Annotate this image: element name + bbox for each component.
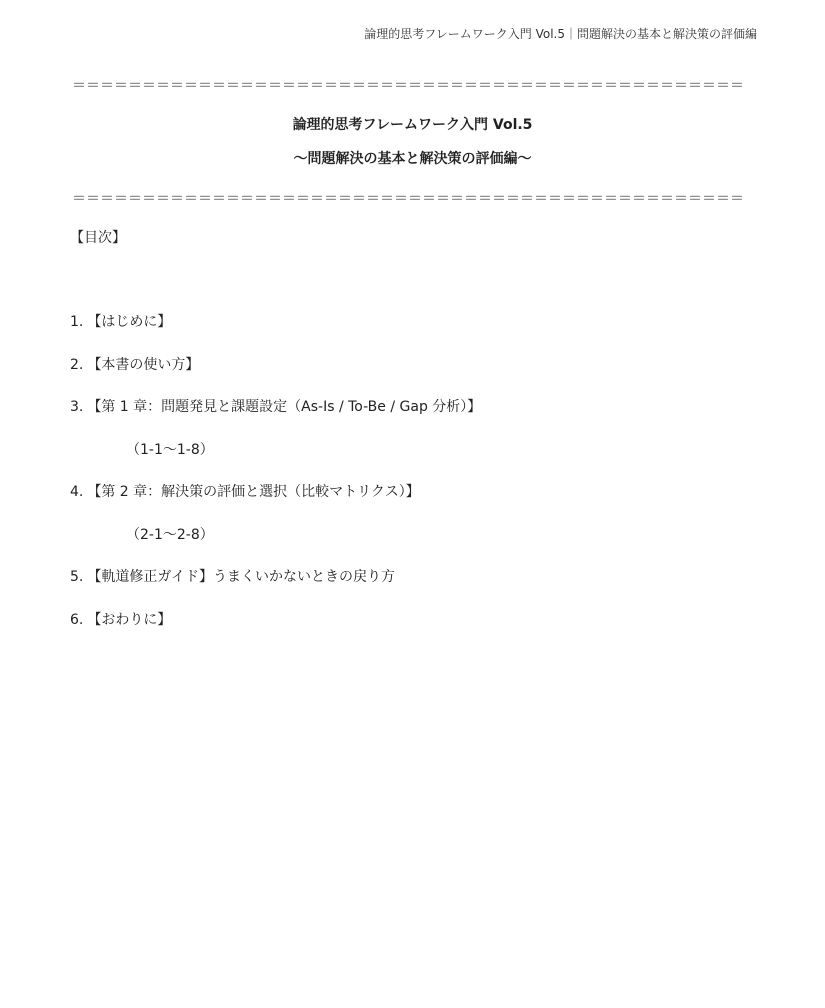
toc-subrange (70, 525, 481, 568)
toc-item (70, 397, 481, 440)
toc-item-label: 【第 2 章：解決策の評価と選択（比較マトリクス）】 (87, 484, 420, 500)
toc-subrange-label: （1-1〜1-8） (126, 441, 214, 458)
toc-item (70, 355, 481, 398)
toc-item-number: 2. (70, 356, 84, 373)
toc-item-label: 【はじめに】 (87, 314, 172, 330)
running-header: 論理的思考フレームワーク入門 Vol.5｜問題解決の基本と解決策の評価編 (364, 27, 757, 41)
toc-item-number: 3. (70, 399, 84, 415)
toc-list (70, 312, 481, 652)
toc-item-label: 【本書の使い方】 (87, 356, 200, 373)
toc-heading: 【目次】 (70, 230, 126, 246)
toc-item-number: 1. (70, 314, 84, 330)
toc-item-number: 5. (70, 569, 84, 585)
toc-item-number: 6. (70, 611, 84, 628)
document-title: 論理的思考フレームワーク入門 Vol.5 (292, 117, 533, 133)
top-divider: ＝＝＝＝＝＝＝＝＝＝＝＝＝＝＝＝＝＝＝＝＝＝＝＝＝＝＝＝＝＝＝＝＝＝＝＝＝＝＝＝＝＝＝＝＝＝＝＝ (72, 78, 744, 94)
toc-item-label: 【おわりに】 (87, 611, 172, 628)
toc-item (70, 482, 481, 525)
toc-subrange (70, 440, 481, 483)
toc-item-label: 【軌道修正ガイド】うまくいかないときの戻り方 (87, 569, 395, 585)
toc-item-label: 【第 1 章：問題発見と課題設定（As-Is / To-Be / Gap 分析）】 (87, 399, 482, 415)
toc-subrange-label: （2-1〜2-8） (126, 526, 214, 543)
bottom-divider: ＝＝＝＝＝＝＝＝＝＝＝＝＝＝＝＝＝＝＝＝＝＝＝＝＝＝＝＝＝＝＝＝＝＝＝＝＝＝＝＝＝＝＝＝＝＝＝＝ (72, 191, 744, 207)
toc-item (70, 610, 481, 653)
toc-item-number: 4. (70, 484, 84, 500)
document-subtitle: 〜問題解決の基本と解決策の評価編〜 (293, 151, 532, 167)
toc-item (70, 312, 481, 355)
toc-item (70, 567, 481, 610)
